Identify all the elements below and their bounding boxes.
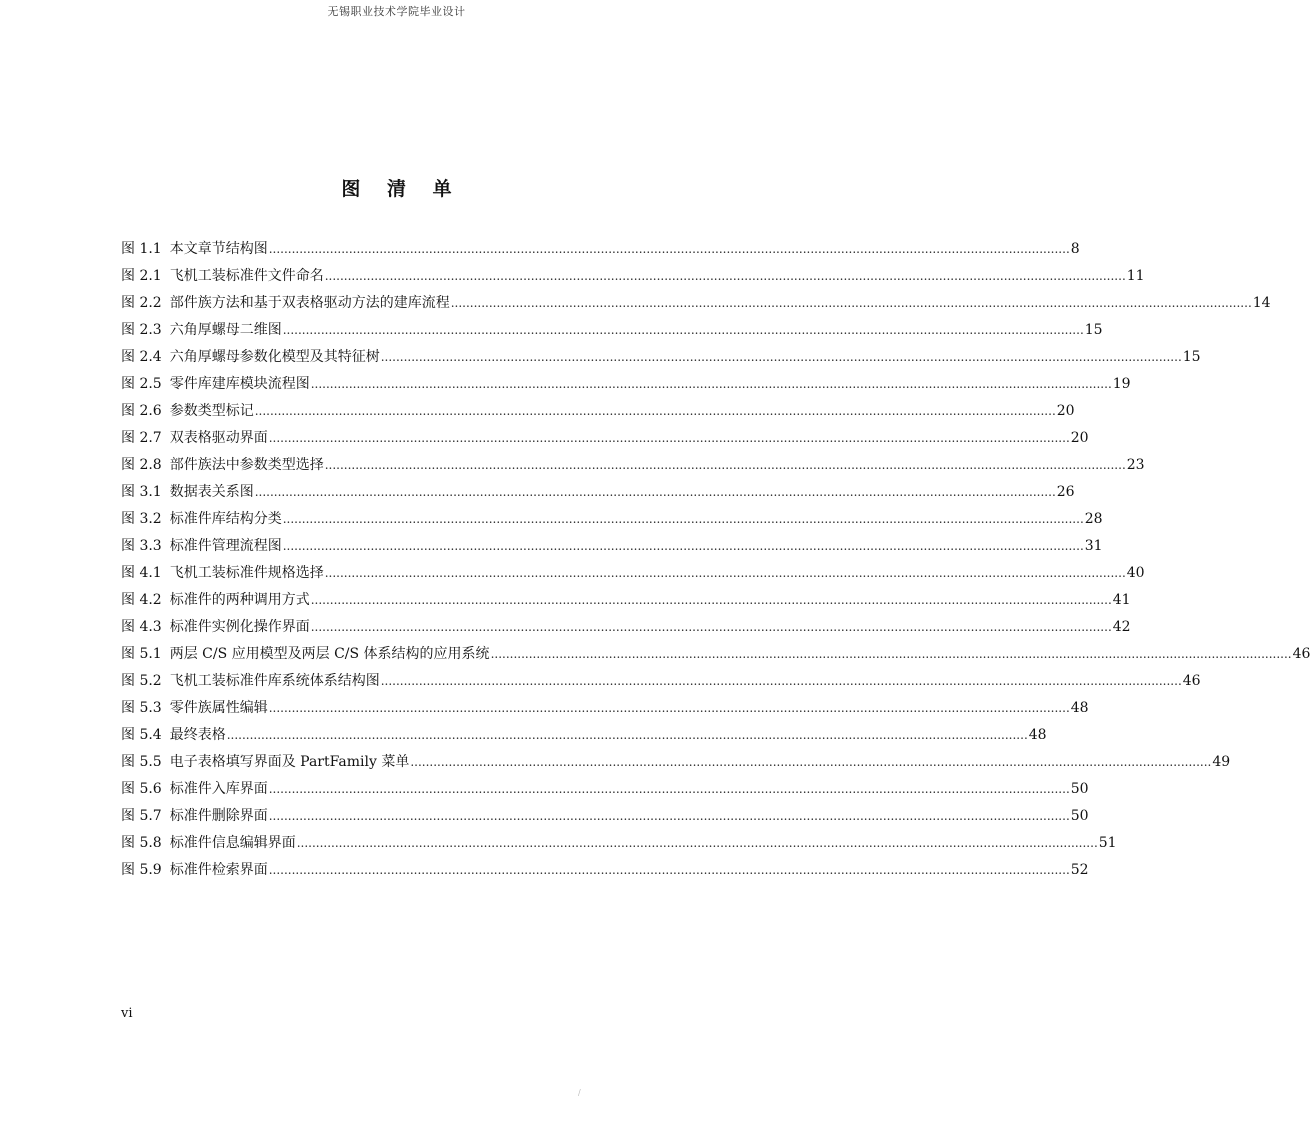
figure-page-number: 23 xyxy=(1126,457,1145,473)
dot-leader xyxy=(491,641,1292,668)
figure-page-number: 26 xyxy=(1056,484,1075,500)
figure-page-number: 42 xyxy=(1112,619,1131,635)
figure-number: 图 3.1 xyxy=(121,484,162,500)
figure-page-number: 8 xyxy=(1070,241,1080,257)
figure-list xyxy=(121,236,1310,884)
figure-page-number: 49 xyxy=(1212,754,1231,770)
figure-list-entry[interactable] xyxy=(121,398,1075,425)
figure-caption: 飞机工装标准件文件命名 xyxy=(169,268,324,284)
figure-page-number: 15 xyxy=(1182,349,1201,365)
dot-leader xyxy=(311,371,1112,398)
figure-list-entry[interactable] xyxy=(121,479,1075,506)
dot-leader xyxy=(451,290,1252,317)
page-title: 图 清 单 xyxy=(341,178,462,200)
figure-caption: 标准件信息编辑界面 xyxy=(169,835,296,851)
figure-number: 图 2.3 xyxy=(121,322,162,338)
dot-leader xyxy=(283,533,1084,560)
dot-leader xyxy=(325,560,1126,587)
figure-caption: 电子表格填写界面及 PartFamily 菜单 xyxy=(169,754,410,770)
figure-caption: 最终表格 xyxy=(169,727,226,743)
figure-page-number: 50 xyxy=(1070,781,1089,797)
figure-number: 图 1.1 xyxy=(121,241,162,257)
figure-list-entry[interactable] xyxy=(121,776,1089,803)
figure-number: 图 2.8 xyxy=(121,457,162,473)
dot-leader xyxy=(311,587,1112,614)
figure-number: 图 5.1 xyxy=(121,646,162,662)
figure-list-entry[interactable] xyxy=(121,506,1103,533)
figure-number: 图 5.9 xyxy=(121,862,162,878)
figure-page-number: 48 xyxy=(1070,700,1089,716)
figure-number: 图 5.3 xyxy=(121,700,162,716)
figure-list-entry[interactable] xyxy=(121,695,1089,722)
dot-leader xyxy=(255,479,1056,506)
figure-caption: 标准件库结构分类 xyxy=(169,511,282,527)
dot-leader xyxy=(255,398,1056,425)
figure-caption: 标准件删除界面 xyxy=(169,808,268,824)
figure-caption: 数据表关系图 xyxy=(169,484,254,500)
dot-leader xyxy=(381,344,1182,371)
figure-page-number: 41 xyxy=(1112,592,1131,608)
figure-number: 图 2.7 xyxy=(121,430,162,446)
figure-caption: 双表格驱动界面 xyxy=(169,430,268,446)
dot-leader xyxy=(311,614,1112,641)
page-number: vi xyxy=(121,1006,133,1021)
figure-list-entry[interactable] xyxy=(121,290,1271,317)
figure-caption: 标准件的两种调用方式 xyxy=(169,592,310,608)
figure-caption: 飞机工装标准件库系统体系结构图 xyxy=(169,673,380,689)
figure-list-entry[interactable] xyxy=(121,452,1145,479)
dot-leader xyxy=(410,749,1211,776)
figure-list-entry[interactable] xyxy=(121,830,1117,857)
figure-number: 图 4.1 xyxy=(121,565,162,581)
corner-mark: / xyxy=(578,1088,581,1097)
figure-caption: 飞机工装标准件规格选择 xyxy=(169,565,324,581)
figure-page-number: 11 xyxy=(1126,268,1145,284)
figure-number: 图 3.3 xyxy=(121,538,162,554)
figure-page-number: 46 xyxy=(1182,673,1201,689)
figure-caption: 六角厚螺母参数化模型及其特征树 xyxy=(169,349,380,365)
dot-leader xyxy=(269,803,1070,830)
figure-list-entry[interactable] xyxy=(121,560,1145,587)
figure-caption: 六角厚螺母二维图 xyxy=(169,322,282,338)
figure-number: 图 3.2 xyxy=(121,511,162,527)
figure-list-entry[interactable] xyxy=(121,641,1310,668)
figure-list-entry[interactable] xyxy=(121,236,1080,263)
dot-leader xyxy=(297,830,1098,857)
figure-list-entry[interactable] xyxy=(121,749,1231,776)
figure-caption: 标准件实例化操作界面 xyxy=(169,619,310,635)
figure-number: 图 2.2 xyxy=(121,295,162,311)
figure-list-entry[interactable] xyxy=(121,263,1145,290)
figure-caption: 零件库建库模块流程图 xyxy=(169,376,310,392)
figure-number: 图 5.4 xyxy=(121,727,162,743)
figure-number: 图 2.1 xyxy=(121,268,162,284)
figure-caption: 标准件入库界面 xyxy=(169,781,268,797)
figure-list-entry[interactable] xyxy=(121,344,1201,371)
figure-number: 图 5.6 xyxy=(121,781,162,797)
figure-list-entry[interactable] xyxy=(121,371,1131,398)
dot-leader xyxy=(269,776,1070,803)
dot-leader xyxy=(269,425,1070,452)
dot-leader xyxy=(269,695,1070,722)
figure-page-number: 50 xyxy=(1070,808,1089,824)
figure-list-entry[interactable] xyxy=(121,425,1089,452)
figure-page-number: 31 xyxy=(1084,538,1103,554)
figure-caption: 标准件检索界面 xyxy=(169,862,268,878)
figure-page-number: 14 xyxy=(1252,295,1271,311)
dot-leader xyxy=(283,506,1084,533)
figure-caption: 部件族法中参数类型选择 xyxy=(169,457,324,473)
figure-caption: 零件族属性编辑 xyxy=(169,700,268,716)
dot-leader xyxy=(269,857,1070,884)
dot-leader xyxy=(325,263,1126,290)
dot-leader xyxy=(283,317,1084,344)
figure-caption: 部件族方法和基于双表格驱动方法的建库流程 xyxy=(169,295,450,311)
figure-page-number: 28 xyxy=(1084,511,1103,527)
figure-number: 图 2.5 xyxy=(121,376,162,392)
figure-page-number: 40 xyxy=(1126,565,1145,581)
figure-number: 图 2.4 xyxy=(121,349,162,365)
figure-caption: 本文章节结构图 xyxy=(169,241,268,257)
running-header: 无锡职业技术学院毕业设计 xyxy=(327,5,466,18)
figure-list-entry[interactable] xyxy=(121,533,1103,560)
figure-list-entry[interactable] xyxy=(121,722,1047,749)
figure-page-number: 15 xyxy=(1084,322,1103,338)
figure-page-number: 51 xyxy=(1098,835,1117,851)
dot-leader xyxy=(269,236,1070,263)
figure-list-entry[interactable] xyxy=(121,803,1089,830)
dot-leader xyxy=(325,452,1126,479)
figure-page-number: 20 xyxy=(1070,430,1089,446)
figure-caption: 两层 C/S 应用模型及两层 C/S 体系结构的应用系统 xyxy=(169,646,490,662)
figure-page-number: 19 xyxy=(1112,376,1131,392)
figure-number: 图 4.2 xyxy=(121,592,162,608)
figure-caption: 参数类型标记 xyxy=(169,403,254,419)
figure-page-number: 52 xyxy=(1070,862,1089,878)
figure-page-number: 48 xyxy=(1028,727,1047,743)
dot-leader xyxy=(227,722,1028,749)
dot-leader xyxy=(381,668,1182,695)
figure-list-entry[interactable] xyxy=(121,857,1089,884)
figure-number: 图 5.2 xyxy=(121,673,162,689)
figure-caption: 标准件管理流程图 xyxy=(169,538,282,554)
figure-page-number: 46 xyxy=(1292,646,1310,662)
figure-number: 图 5.7 xyxy=(121,808,162,824)
figure-number: 图 5.5 xyxy=(121,754,162,770)
figure-list-entry[interactable] xyxy=(121,614,1131,641)
figure-number: 图 2.6 xyxy=(121,403,162,419)
figure-number: 图 4.3 xyxy=(121,619,162,635)
figure-number: 图 5.8 xyxy=(121,835,162,851)
figure-list-entry[interactable] xyxy=(121,317,1103,344)
figure-page-number: 20 xyxy=(1056,403,1075,419)
figure-list-entry[interactable] xyxy=(121,668,1201,695)
figure-list-entry[interactable] xyxy=(121,587,1131,614)
